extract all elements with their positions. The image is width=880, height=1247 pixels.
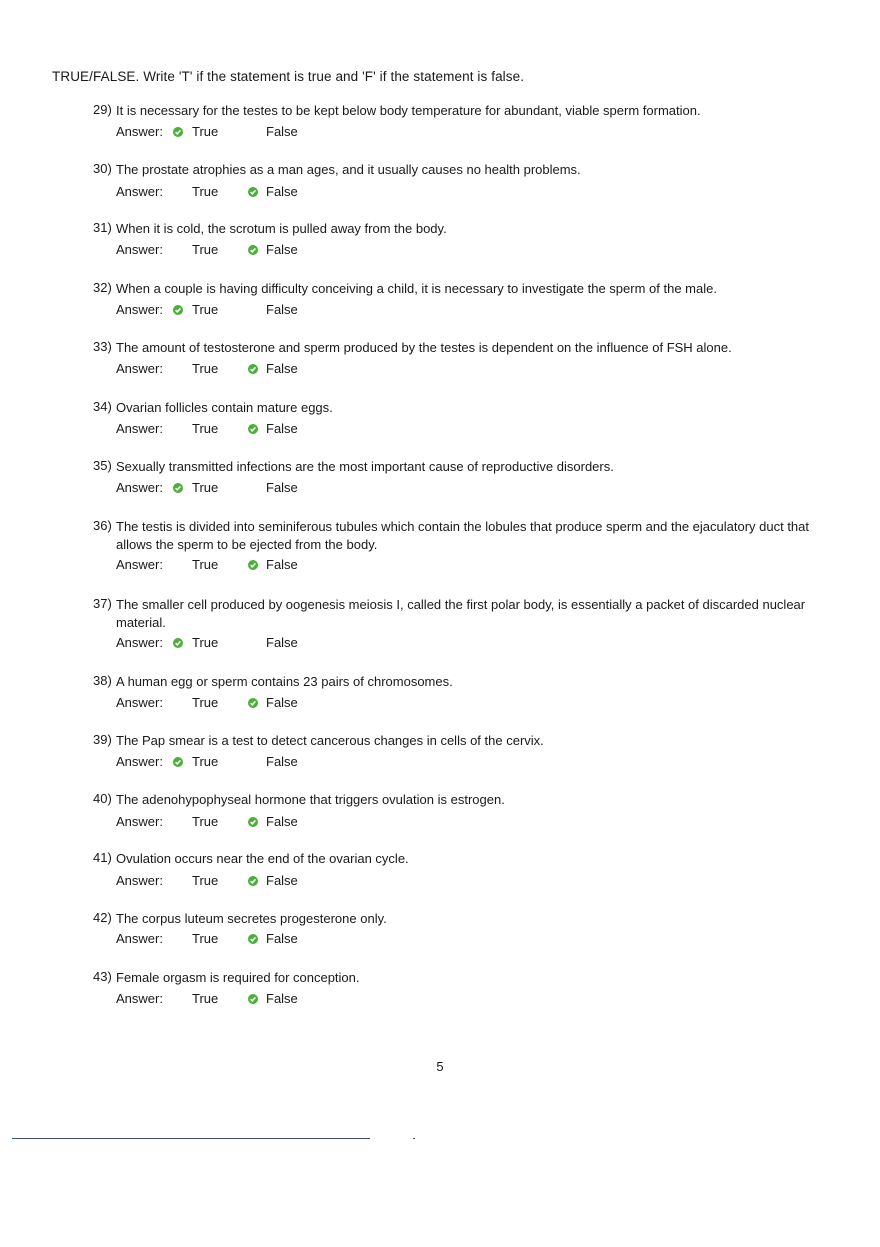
answer-label: Answer:: [116, 754, 163, 769]
check-icon: [248, 934, 258, 944]
answer-label: Answer:: [116, 480, 163, 495]
answer-row: [116, 557, 416, 573]
question-number: 36): [93, 518, 112, 533]
option-false[interactable]: False: [266, 124, 298, 139]
question-number: 34): [93, 399, 112, 414]
answer-label: Answer:: [116, 991, 163, 1006]
question-text: The amount of testosterone and sperm produced by the testes is dependent on the influence of FSH alone.: [116, 340, 732, 355]
check-icon: [173, 757, 183, 767]
answer-label: Answer:: [116, 242, 163, 257]
question-number: 31): [93, 220, 112, 235]
check-icon: [173, 305, 183, 315]
check-icon: [248, 876, 258, 886]
answer-row: [116, 361, 416, 377]
answer-label: Answer:: [116, 814, 163, 829]
option-true[interactable]: True: [192, 361, 219, 376]
footer-divider: [12, 1138, 370, 1139]
question-number: 41): [93, 850, 112, 865]
answer-row: [116, 242, 416, 258]
option-false[interactable]: False: [266, 873, 298, 888]
question-text: Female orgasm is required for conception.: [116, 970, 360, 985]
answer-label: Answer:: [116, 421, 163, 436]
question-text: The prostate atrophies as a man ages, and it usually causes no health problems.: [116, 162, 581, 177]
question-number: 29): [93, 102, 112, 117]
question-text: When a couple is having difficulty conceiving a child, it is necessary to investigate the sperm of the male.: [116, 281, 717, 296]
option-true[interactable]: True: [192, 184, 219, 199]
check-icon: [248, 424, 258, 434]
question-number: 37): [93, 596, 112, 611]
question-number: 43): [93, 969, 112, 984]
option-false[interactable]: False: [266, 931, 298, 946]
check-icon: [173, 483, 183, 493]
answer-row: [116, 873, 416, 889]
check-icon: [248, 698, 258, 708]
question-number: 30): [93, 161, 112, 176]
question-text: The testis is divided into seminiferous tubules which contain the lobules that produce sperm and the ejaculatory duct that allows the sperm to be ejected from the body.: [116, 519, 810, 552]
answer-label: Answer:: [116, 695, 163, 710]
option-true[interactable]: True: [192, 302, 219, 317]
question-text: Ovulation occurs near the end of the ovarian cycle.: [116, 851, 409, 866]
check-icon: [173, 638, 183, 648]
answer-label: Answer:: [116, 124, 163, 139]
answer-label: Answer:: [116, 361, 163, 376]
question-text: It is necessary for the testes to be kept below body temperature for abundant, viable sperm formation.: [116, 103, 701, 118]
option-false[interactable]: False: [266, 361, 298, 376]
question-number: 33): [93, 339, 112, 354]
option-false[interactable]: False: [266, 557, 298, 572]
check-icon: [248, 245, 258, 255]
option-false[interactable]: False: [266, 421, 298, 436]
option-false[interactable]: False: [266, 480, 298, 495]
answer-row: [116, 124, 416, 140]
check-icon: [248, 817, 258, 827]
question-number: 39): [93, 732, 112, 747]
answer-row: [116, 184, 416, 200]
answer-label: Answer:: [116, 635, 163, 650]
question-text: The Pap smear is a test to detect cancerous changes in cells of the cervix.: [116, 733, 544, 748]
answer-row: [116, 931, 416, 947]
option-true[interactable]: True: [192, 124, 219, 139]
option-true[interactable]: True: [192, 421, 219, 436]
check-icon: [248, 364, 258, 374]
question-text: A human egg or sperm contains 23 pairs of chromosomes.: [116, 674, 453, 689]
question-number: 42): [93, 910, 112, 925]
option-true[interactable]: True: [192, 814, 219, 829]
answer-label: Answer:: [116, 931, 163, 946]
option-true[interactable]: True: [192, 991, 219, 1006]
question-text: Ovarian follicles contain mature eggs.: [116, 400, 333, 415]
question-text: When it is cold, the scrotum is pulled away from the body.: [116, 221, 447, 236]
check-icon: [173, 127, 183, 137]
option-true[interactable]: True: [192, 931, 219, 946]
question-number: 38): [93, 673, 112, 688]
answer-label: Answer:: [116, 302, 163, 317]
question-text: Sexually transmitted infections are the most important cause of reproductive disorders.: [116, 459, 614, 474]
option-false[interactable]: False: [266, 814, 298, 829]
option-true[interactable]: True: [192, 557, 219, 572]
answer-row: [116, 695, 416, 711]
option-false[interactable]: False: [266, 242, 298, 257]
check-icon: [248, 560, 258, 570]
answer-row: [116, 480, 416, 496]
option-true[interactable]: True: [192, 242, 219, 257]
question-text: The adenohypophyseal hormone that triggers ovulation is estrogen.: [116, 792, 505, 807]
answer-row: [116, 754, 416, 770]
option-true[interactable]: True: [192, 695, 219, 710]
option-false[interactable]: False: [266, 754, 298, 769]
option-false[interactable]: False: [266, 991, 298, 1006]
option-false[interactable]: False: [266, 695, 298, 710]
page-number: 5: [436, 1059, 444, 1074]
option-false[interactable]: False: [266, 184, 298, 199]
question-text: The smaller cell produced by oogenesis meiosis I, called the first polar body, is essentially a packet of discarded nuclear material.: [116, 597, 806, 630]
option-true[interactable]: True: [192, 873, 219, 888]
option-false[interactable]: False: [266, 302, 298, 317]
answer-row: [116, 421, 416, 437]
answer-row: [116, 302, 416, 318]
option-true[interactable]: True: [192, 480, 219, 495]
answer-label: Answer:: [116, 184, 163, 199]
instructions-heading: TRUE/FALSE. Write 'T' if the statement is true and 'F' if the statement is false.: [52, 69, 525, 84]
question-text: The corpus luteum secretes progesterone only.: [116, 911, 387, 926]
answer-label: Answer:: [116, 873, 163, 888]
option-true[interactable]: True: [192, 635, 219, 650]
question-number: 35): [93, 458, 112, 473]
option-true[interactable]: True: [192, 754, 219, 769]
answer-row: [116, 814, 416, 830]
answer-row: [116, 991, 416, 1007]
answer-row: [116, 635, 416, 651]
footer-divider-dot: [413, 1138, 415, 1139]
question-number: 40): [93, 791, 112, 806]
option-false[interactable]: False: [266, 635, 298, 650]
check-icon: [248, 994, 258, 1004]
answer-label: Answer:: [116, 557, 163, 572]
check-icon: [248, 187, 258, 197]
question-number: 32): [93, 280, 112, 295]
